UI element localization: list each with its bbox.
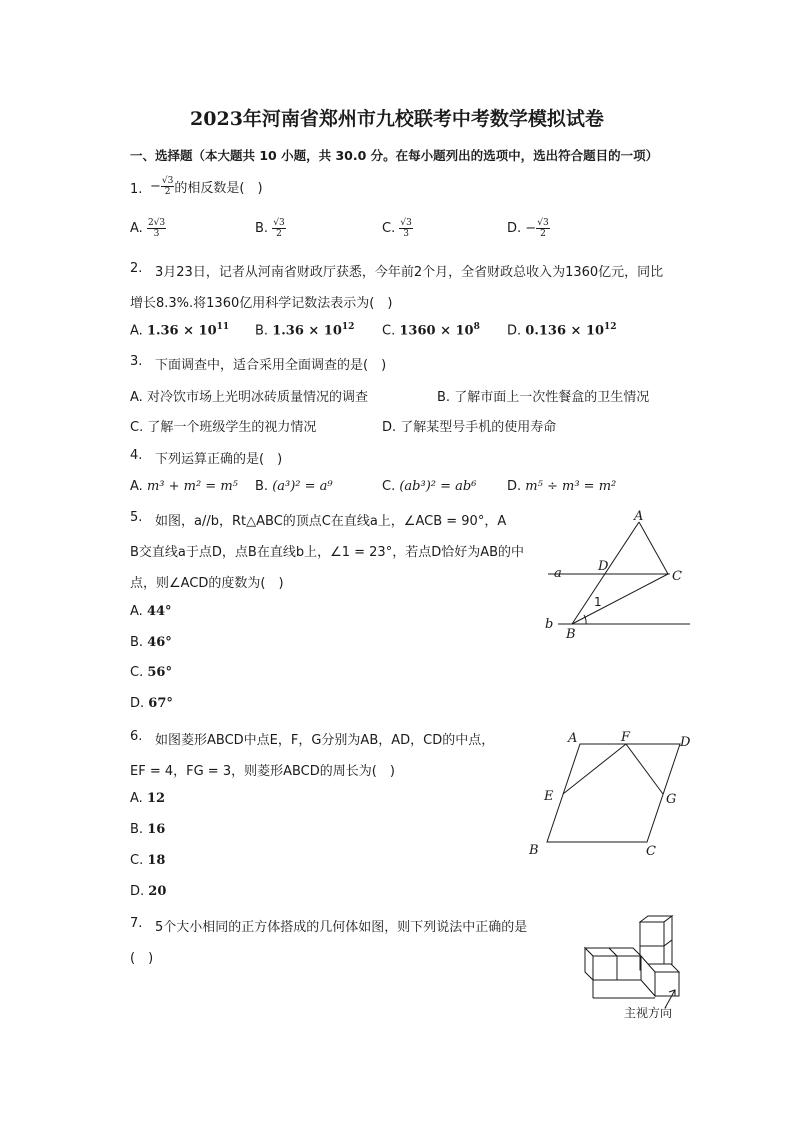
- option-letter: D.: [507, 221, 522, 236]
- denominator: 2: [276, 229, 282, 239]
- option-text: 46°: [147, 635, 172, 650]
- question-number: 7.: [130, 916, 143, 931]
- fraction: [536, 218, 549, 239]
- option-b[interactable]: [130, 635, 172, 650]
- question-1-stem: [150, 176, 263, 197]
- option-letter: B.: [130, 822, 144, 837]
- option-letter: A.: [130, 390, 143, 405]
- question-number: 4.: [130, 448, 143, 463]
- option-letter: D.: [130, 884, 145, 899]
- question-number: 6.: [130, 729, 143, 744]
- option-text: 16: [147, 822, 166, 837]
- question-number: 3.: [130, 354, 143, 369]
- question-text: 下面调查中，适合采用全面调查的是( ): [155, 358, 387, 373]
- option-letter: B.: [255, 479, 269, 494]
- option-d[interactable]: [507, 218, 550, 239]
- option-letter: A.: [130, 221, 143, 236]
- figure-caption: 主视方向: [624, 1006, 673, 1020]
- label-c-point: C: [646, 844, 656, 859]
- label-b-point: B: [529, 843, 539, 858]
- question-text: 如图菱形ABCD中点E，F，G分别为AB，AD，CD的中点，: [155, 733, 495, 748]
- option-value: 1360 × 10: [399, 323, 474, 339]
- section-heading: 一、选择题（本大题共 10 小题，共 30.0 分。在每小题列出的选项中，选出符合题目的一项）: [130, 148, 659, 163]
- option-text: 了解市面上一次性餐盒的卫生情况: [454, 390, 650, 405]
- option-letter: A.: [130, 323, 143, 339]
- denominator: 3: [153, 229, 160, 239]
- denominator: 3: [403, 229, 409, 239]
- label-line-a: a: [554, 566, 562, 581]
- option-c[interactable]: [382, 479, 476, 494]
- exponent: 8: [473, 322, 480, 332]
- option-letter: D.: [130, 696, 145, 711]
- numerator: √3: [161, 176, 174, 186]
- question-number: 1.: [130, 182, 143, 197]
- label-c-point: C: [672, 569, 682, 584]
- label-a-point: A: [634, 509, 644, 524]
- exponent: 12: [341, 322, 355, 332]
- question-text: ( ): [130, 951, 154, 966]
- option-c[interactable]: [130, 665, 172, 680]
- question-text: 如图，a//b，Rt△ABC的顶点C在直线a上，∠ACB = 90°，A: [155, 514, 507, 529]
- option-letter: B.: [255, 221, 269, 236]
- option-a[interactable]: [130, 322, 229, 338]
- option-letter: C.: [382, 479, 396, 494]
- fraction: [272, 218, 285, 239]
- option-a[interactable]: [130, 791, 165, 806]
- option-text: 44°: [146, 604, 172, 619]
- option-letter: D.: [507, 479, 522, 494]
- segment-bc: [572, 574, 668, 624]
- option-b[interactable]: [255, 322, 354, 338]
- numerator: 2√3: [147, 218, 166, 228]
- option-letter: C.: [382, 221, 396, 236]
- exponent: 11: [216, 322, 230, 332]
- question-text: 增长8.3%.将1360亿用科学记数法表示为( ): [130, 296, 393, 311]
- option-b[interactable]: [130, 822, 165, 837]
- question-number: 2.: [130, 261, 143, 276]
- option-text: 20: [148, 884, 167, 899]
- question-text: 3月23日，记者从河南省财政厅获悉，今年前2个月，全省财政总收入为1360亿元，同比: [155, 265, 664, 280]
- option-letter: C.: [130, 665, 144, 680]
- option-text: m³ + m² = m⁵: [146, 479, 238, 494]
- label-a-point: A: [568, 731, 578, 746]
- label-e-point: E: [544, 789, 554, 804]
- option-text: (ab³)² = ab⁶: [399, 479, 477, 494]
- question-text: 的相反数是( ): [174, 181, 263, 196]
- option-letter: D.: [382, 420, 397, 435]
- segment-fg: [626, 744, 663, 794]
- option-letter: A.: [130, 791, 143, 806]
- option-text: 对冷饮市场上光明冰砖质量情况的调查: [146, 390, 368, 405]
- minus-sign: −: [525, 221, 537, 236]
- option-value: 0.136 × 10: [525, 323, 605, 339]
- numerator: √3: [400, 218, 412, 228]
- option-letter: A.: [130, 479, 143, 494]
- option-letter: B.: [437, 390, 451, 405]
- question-text: 点，则∠ACD的度数为( ): [130, 576, 284, 591]
- label-f-point: F: [621, 730, 631, 745]
- option-letter: C.: [382, 323, 396, 339]
- option-d[interactable]: [507, 322, 617, 338]
- option-text: (a³)² = a⁹: [272, 479, 333, 494]
- option-value: 1.36 × 10: [146, 323, 217, 339]
- segment-ac: [639, 522, 668, 574]
- option-text: 18: [147, 853, 166, 868]
- option-a[interactable]: [130, 386, 368, 405]
- cube-face: [617, 956, 641, 980]
- exponent: 12: [604, 322, 617, 332]
- numerator: √3: [537, 218, 549, 228]
- option-b[interactable]: [255, 479, 333, 494]
- option-a[interactable]: [130, 479, 238, 494]
- option-d[interactable]: [130, 696, 173, 711]
- option-text: 67°: [148, 696, 173, 711]
- cube-face: [593, 956, 617, 980]
- segment-ef: [563, 744, 626, 794]
- option-letter: B.: [255, 323, 269, 339]
- label-line-b: b: [545, 617, 554, 632]
- option-text: m⁵ ÷ m³ = m²: [525, 479, 617, 494]
- option-letter: D.: [507, 323, 522, 339]
- option-c[interactable]: [130, 416, 316, 435]
- option-a[interactable]: [130, 604, 172, 619]
- question-text: B交直线a于点D，点B在直线b上，∠1 = 23°，若点D恰好为AB的中: [130, 545, 525, 560]
- triangle-figure: [538, 508, 698, 648]
- label-d-point: D: [598, 559, 609, 574]
- label-angle-1: 1: [594, 595, 602, 609]
- page-title: 2023年河南省郑州市九校联考中考数学模拟试卷: [190, 108, 604, 130]
- label-b-point: B: [566, 627, 576, 642]
- option-letter: A.: [130, 604, 143, 619]
- fraction: [161, 176, 174, 197]
- question-text: EF = 4，FG = 3，则菱形ABCD的周长为( ): [130, 764, 395, 779]
- option-c[interactable]: [382, 322, 480, 338]
- minus-sign: −: [150, 179, 161, 194]
- rhombus-abcd: [547, 744, 680, 842]
- label-g-point: G: [666, 792, 677, 807]
- option-letter: B.: [130, 635, 144, 650]
- option-a[interactable]: [130, 218, 166, 239]
- denominator: 2: [540, 229, 546, 239]
- option-letter: C.: [130, 420, 144, 435]
- option-text: 了解某型号手机的使用寿命: [400, 420, 557, 435]
- option-text: 12: [146, 791, 166, 806]
- cube-face: [640, 922, 664, 946]
- option-text: 了解一个班级学生的视力情况: [147, 420, 317, 435]
- option-d[interactable]: [382, 416, 556, 435]
- option-d[interactable]: [130, 884, 166, 899]
- question-number: 5.: [130, 510, 143, 525]
- rhombus-figure: [520, 728, 700, 863]
- denominator: 2: [164, 187, 171, 197]
- numerator: √3: [273, 218, 285, 228]
- option-letter: C.: [130, 853, 144, 868]
- option-c[interactable]: [382, 218, 413, 239]
- question-text: 下列运算正确的是( ): [155, 452, 283, 467]
- option-d[interactable]: [507, 479, 616, 494]
- option-c[interactable]: [130, 853, 165, 868]
- fraction: [399, 218, 412, 239]
- question-text: 5个大小相同的正方体搭成的几何体如图，则下列说法中正确的是: [155, 920, 528, 935]
- label-d-point: D: [680, 735, 691, 750]
- option-text: 56°: [147, 665, 172, 680]
- option-b[interactable]: [255, 218, 286, 239]
- option-value: 1.36 × 10: [272, 323, 342, 339]
- option-b[interactable]: [437, 386, 649, 405]
- fraction: [147, 218, 166, 239]
